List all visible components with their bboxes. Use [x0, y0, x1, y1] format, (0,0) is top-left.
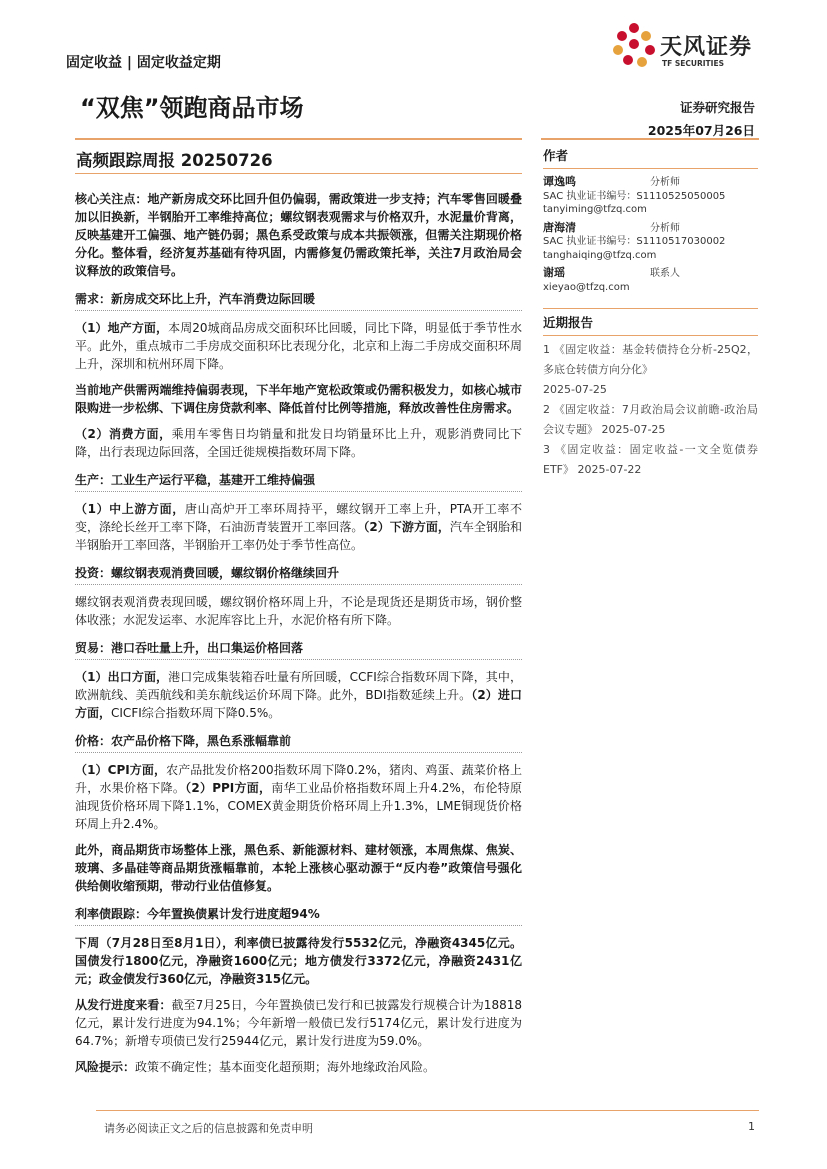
- section-heading-demand: 需求：新房成交环比上升，汽车消费边际回暖: [75, 290, 522, 311]
- lead-label: （1）CPI方面，: [75, 763, 167, 777]
- author-role: 联系人: [650, 268, 680, 279]
- paragraph-emphasis: 此外，商品期货市场整体上涨，黑色系、新能源材料、建材领涨，本周焦煤、焦炭、玻璃、多晶硅等商品期货涨幅靠前，本轮上涨核心驱动源于“反内卷”政策信号强化供给侧收缩预期，带动行业估值修复。: [75, 843, 522, 893]
- author-name: 唐海清: [543, 220, 576, 234]
- paragraph-text: 农产品批发价格200指数环周下降0.2%，猪肉、鸡蛋、蔬菜价格上升，水果价格下降。: [75, 763, 522, 795]
- divider-line: [541, 138, 759, 140]
- risk-warning: [75, 1058, 522, 1076]
- section-heading-production: 生产：工业生产运行平稳，基建开工维持偏强: [75, 471, 522, 492]
- paragraph-text: CICFI综合指数环周下降0.5%。: [111, 706, 281, 720]
- recent-report-date: 2025-07-25: [543, 383, 607, 396]
- lead-label: 从发行进度来看：: [75, 998, 172, 1012]
- divider-line: [543, 308, 758, 309]
- author-email[interactable]: xieyao@tfzq.com: [543, 281, 630, 293]
- core-summary: 核心关注点：地产新房成交环比回升但仍偏弱，需政策进一步支持；汽车零售回暖叠加以旧换新，半钢胎开工率维持高位；螺纹钢表观需求与价格双升，水泥量价背离，反映基建开工偏强、地产链仍弱；黑色系受政策与成本共振领涨，但需关注期现价格分化。整体看，经济复苏基础有待巩固，内需修复仍需政策托举，关注7月政治局会议释放的政策信号。: [75, 192, 522, 278]
- lead-label: （1）中上游方面，: [75, 502, 185, 516]
- lead-label: 风险提示：: [75, 1060, 136, 1074]
- paragraph: [75, 500, 522, 554]
- paragraph-text: 南华工业品价格指数环周上升4.2%，布伦特原油现货价格环周下降1.1%，COMEX黄金期货价格环周上升1.3%，LME铜现货价格环周上升2.4%。: [75, 781, 522, 831]
- lead-label: （1）出口方面，: [75, 670, 169, 684]
- report-subtitle: 高频跟踪周报 20250726: [76, 151, 273, 170]
- recent-report-date: 2025-07-25: [601, 423, 666, 436]
- author-email[interactable]: tanyiming@tfzq.com: [543, 204, 647, 215]
- section-heading-price: 价格：农产品价格下降，黑色系涨幅靠前: [75, 732, 522, 753]
- lead-label: （2）消费方面，: [75, 427, 172, 441]
- paragraph: [75, 996, 522, 1050]
- section-heading-investment: 投资：螺纹钢表观消费回暖，螺纹钢价格继续回升: [75, 564, 522, 585]
- divider-line: [543, 168, 758, 169]
- flower-logo-icon: [610, 20, 658, 72]
- recent-report-item[interactable]: [543, 400, 758, 440]
- paragraph-text: 本周20城商品房成交面积环比回暖，同比下降，明显低于季节性水平。此外，重点城市二手房成交面积环比表现分化，北京和上海二手房成交面积环周上升，深圳和杭州环周下降。: [75, 321, 522, 371]
- paragraph-text: 港口完成集装箱吞吐量有所回暖，CCFI综合指数环周下降，其中，欧洲航线、美西航线和美东航线运价环周下降。此外，BDI指数延续上升。: [75, 670, 522, 702]
- recent-report-item[interactable]: [543, 440, 758, 480]
- lead-label: （1）地产方面，: [75, 321, 169, 335]
- paragraph-emphasis: 当前地产供需两端维持偏弱表现，下半年地产宽松政策或仍需积极发力，如核心城市限购进一步松绑、下调住房贷款利率、降低首付比例等措施，释放改善性住房需求。: [75, 383, 522, 415]
- paragraph-text: 政策不确定性；基本面变化超预期；海外地缘政治风险。: [135, 1060, 436, 1074]
- paragraph-text: 唐山高炉开工率环周持平，螺纹钢开工率上升，PTA开工率不变，涤纶长丝开工率下降，石油沥青装置开工率回落。: [75, 502, 522, 534]
- author-name: 谢瑶: [543, 266, 565, 279]
- section-heading-rates: 利率债跟踪：今年置换债累计发行进度超94%: [75, 905, 522, 926]
- author-sac: SAC 执业证书编号：S1110517030002: [543, 236, 726, 247]
- recent-report-item[interactable]: [543, 340, 758, 400]
- author-entry: [543, 221, 758, 263]
- report-category: 固定收益 | 固定收益定期: [66, 55, 221, 71]
- author-email[interactable]: tanghaiqing@tfzq.com: [543, 249, 657, 261]
- company-logo: [610, 20, 760, 72]
- recent-report-title[interactable]: 1 《固定收益：基金转债持仓分析-25Q2，多底仓转债方向分化》: [543, 343, 758, 376]
- divider-line: [75, 138, 522, 140]
- report-title: “双焦”领跑商品市场: [80, 94, 304, 122]
- authors-heading: 作者: [543, 148, 569, 163]
- lead-label: （2）下游方面，: [363, 520, 450, 534]
- paragraph: [75, 761, 522, 833]
- author-role: 分析师: [650, 177, 680, 188]
- main-content: [75, 190, 522, 1076]
- paragraph-text: 汽车全钢胎和半钢胎开工率回落，半钢胎开工率仍处于季节性高位。: [75, 520, 522, 552]
- recent-reports-section: [543, 308, 758, 480]
- footer-divider: [96, 1110, 759, 1111]
- paragraph: [75, 319, 522, 373]
- paragraph: [75, 425, 522, 461]
- divider-line: [543, 335, 758, 336]
- paragraph: [75, 668, 522, 722]
- paragraph: 螺纹钢表观消费表现回暖，螺纹钢价格环周上升，不论是现货还是期货市场，钢价整体收涨；水泥发运率、水泥库容比上升，水泥价格有所下降。: [75, 595, 522, 627]
- footer-disclaimer: 请务必阅读正文之后的信息披露和免责申明: [104, 1122, 313, 1135]
- recent-reports-heading: 近期报告: [543, 315, 594, 330]
- page-number: 1: [748, 1120, 755, 1133]
- divider-line: [75, 173, 522, 174]
- authors-section: [543, 146, 758, 294]
- report-type: 证券研究报告: [679, 100, 755, 115]
- paragraph-text: 乘用车零售日均销量和批发日均销量环比上升，观影消费同比下降，出行表现边际回落，全国迁徙规模指数环周下降。: [75, 427, 522, 459]
- paragraph-emphasis: 下周（7月28日至8月1日），利率债已披露待发行5532亿元，净融资4345亿元。国债发行1800亿元，净融资1600亿元；地方债发行3372亿元，净融资2431亿元；政金债发行360亿元，净融资315亿元。: [75, 936, 522, 986]
- author-sac: SAC 执业证书编号：S1110525050005: [543, 190, 726, 202]
- logo-subtitle: TF SECURITIES: [662, 59, 724, 68]
- author-entry: [543, 175, 758, 217]
- author-role: 分析师: [650, 222, 680, 234]
- recent-report-title[interactable]: 3 《固定收益：固定收益-一文全览债券ETF》: [543, 443, 758, 476]
- recent-report-title[interactable]: 2 《固定收益：7月政治局会议前瞻-政治局会议专题》: [543, 403, 758, 436]
- logo-name: 天风证券: [660, 35, 753, 60]
- lead-label: （2）进口方面，: [75, 688, 523, 720]
- author-entry: [543, 266, 758, 294]
- report-date: 2025年07月26日: [647, 123, 755, 138]
- paragraph-text: 截至7月25日，今年置换债已发行和已披露发行规模合计为18818亿元，累计发行进度为94.1%；今年新增一般债已发行5174亿元，累计发行进度为64.7%；新增专项债已发行25944亿元，累计发行进度为59.0%。: [75, 998, 522, 1048]
- lead-label: （2）PPI方面，: [185, 781, 272, 795]
- section-heading-trade: 贸易：港口吞吐量上升，出口集运价格回落: [75, 639, 522, 660]
- author-name: 谭逸鸣: [543, 175, 576, 188]
- recent-report-date: 2025-07-22: [577, 463, 642, 476]
